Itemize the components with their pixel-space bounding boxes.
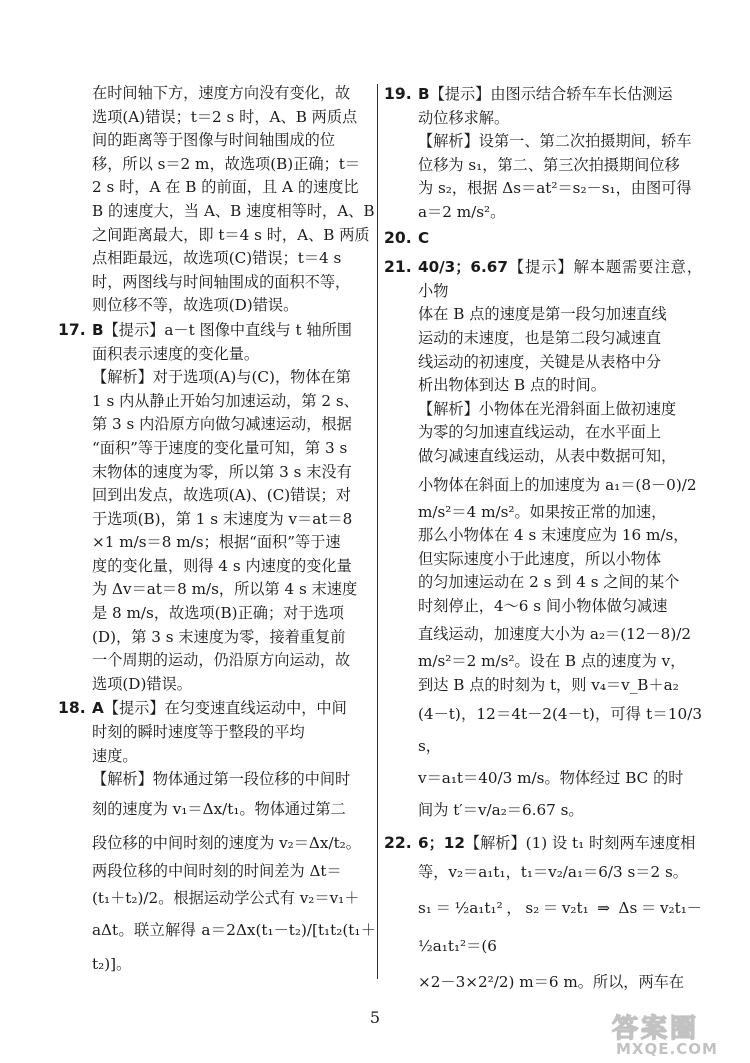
right-column — [384, 82, 702, 999]
text-line: 面积表示速度的变化量。 — [92, 344, 260, 363]
text-line: 为 Δv＝at＝8 m/s，所以第 4 s 末速度 — [92, 580, 358, 599]
column-divider — [377, 84, 378, 979]
answer-choice: A — [92, 699, 104, 718]
text-line: 【解析】对于选项(A)与(C)，物体在第 — [92, 368, 351, 387]
text-line: a＝2 m/s²。 — [418, 202, 506, 221]
text-line: 则位移不等，故选项(D)错误。 — [92, 296, 299, 315]
text-line — [418, 83, 702, 107]
text-line: (t₁＋t₂)/2。根据运动学公式有 v₂＝v₁＋ — [92, 889, 360, 908]
text-line: m/s²＝2 m/s²。设在 B 点的速度为 v， — [418, 652, 686, 671]
question-number: 22. — [384, 833, 412, 852]
text-line: ×2－3×2²/2) m＝6 m。所以，两车在 — [418, 973, 685, 992]
text-line: 但实际速度小于此速度，所以小物体 — [418, 549, 661, 568]
text-line: 【解析】物体通过第一段位移的中间时 — [92, 770, 351, 789]
text-line: 刻的速度为 v₁＝Δx/t₁。物体通过第二 — [92, 799, 346, 818]
text-line: 体在 B 点的速度是第一段匀加速直线 — [418, 305, 667, 324]
text-line: 点相距最远，故选项(C)错误；t＝4 s — [92, 249, 342, 268]
text-line: 到达 B 点的时刻为 t，则 v₄＝v_B＋a₂ — [418, 676, 679, 695]
text-line: aΔt。联立解得 a＝2Δx(t₁－t₂)/[t₁t₂(t₁＋t₂)]。 — [92, 921, 376, 974]
answer-choice: B — [92, 320, 104, 339]
text-line: “面积”等于速度的变化量可知，第 3 s — [92, 438, 348, 457]
text-line: (D)，第 3 s 末速度为零，接着重复前 — [92, 627, 346, 646]
text-line: 之间距离最大，即 t＝4 s 时，A、B 两质 — [92, 225, 370, 244]
answer-choice: B — [418, 85, 430, 103]
hint-text: 【提示】a－t 图像中直线与 t 轴所围 — [103, 320, 352, 339]
text-line: 线运动的初速度，关键是从表格中分 — [418, 352, 661, 371]
question-number: 17. — [58, 320, 86, 339]
text-line: 为零的匀加速直线运动，在水平面上 — [418, 423, 661, 442]
text-line: 段位移的中间时刻的速度为 v₂＝Δx/t₂。 — [92, 833, 361, 852]
text-line: 时，两图线与时间轴围成的面积不等， — [92, 272, 351, 291]
text-line: 移，所以 s＝2 m，故选项(B)正确；t＝ — [92, 154, 361, 173]
solution-text: 【解析】(1) 设 t₁ 时刻两车速度相 — [464, 833, 696, 852]
text-line: 时刻停止，4～6 s 间小物体做匀减速 — [418, 596, 668, 615]
text-line: 回到出发点，故选项(A)、(C)错误；对 — [92, 486, 351, 505]
watermark-logo: 答案圈 — [612, 1014, 700, 1044]
text-line: 时刻的瞬时速度等于整段的平均 — [92, 723, 305, 742]
text-line: 位移为 s₁，第二、第三次拍摄期间位移 — [418, 155, 680, 174]
text-line: 第 3 s 内沿原方向做匀减速运动，根据 — [92, 415, 352, 434]
answer-item-20 — [384, 227, 702, 251]
text-line: 两段位移的中间时刻的时间差为 Δt＝ — [92, 861, 342, 880]
text-line: 2 s 时，A 在 B 的前面，且 A 的速度比 — [92, 178, 359, 197]
text-line: 末物体的速度为零，所以第 3 s 末没有 — [92, 462, 352, 481]
text-line: B 的速度大，当 A、B 速度相等时，A、B — [92, 201, 375, 220]
text-line: (4－t)，12＝4t－2(4－t)，可得 t＝10/3 s， — [418, 704, 702, 755]
text-line: 做匀减速直线运动，从表中数据可知， — [418, 446, 677, 465]
text-line: 1 s 内从静止开始匀加速运动，第 2 s、 — [92, 391, 359, 410]
text-line: 在时间轴下方，速度方向没有变化，故 — [92, 84, 351, 102]
text-line: 选项(D)错误。 — [92, 674, 192, 693]
text-line: 一个周期的运动，仍沿原方向运动，故 — [92, 651, 351, 670]
question-number: 20. — [384, 228, 412, 247]
text-line: 那么小物体在 4 s 末速度应为 16 m/s， — [418, 526, 689, 545]
text-line: 【解析】小物体在光滑斜面上做初速度 — [418, 399, 677, 418]
text-line — [418, 227, 702, 251]
left-column — [58, 82, 376, 981]
watermark-site: MXQE.COM — [616, 1040, 718, 1058]
text-line: 析出物体到达 B 点的时间。 — [418, 376, 606, 395]
answer-value: 6；12 — [418, 833, 465, 852]
watermark — [612, 1008, 744, 1060]
question-number: 18. — [58, 699, 86, 718]
answer-item-18 — [58, 697, 376, 981]
text-line: 【解析】设第一、第二次拍摄期间，轿车 — [418, 132, 692, 151]
text-line: m/s²＝4 m/s²。如果按正常的加速， — [418, 502, 667, 521]
text-line: 为 s₂，根据 Δs＝at²＝s₂－s₁，由图可得 — [418, 179, 692, 198]
text-line: 选项(A)错误；t＝2 s 时，A、B 两质点 — [92, 107, 358, 126]
text-line: 小物体在斜面上的加速度为 a₁＝(8－0)/2 — [418, 475, 697, 494]
text-line: 运动的末速度，也是第二段匀减速直 — [418, 328, 661, 347]
page-number: 5 — [369, 1008, 381, 1027]
text-line: s₁＝½a₁t₁²，s₂＝v₂t₁ ⇒ Δs＝v₂t₁－½a₁t₁²＝(6 — [418, 899, 702, 956]
answer-item-21 — [384, 256, 702, 826]
answer-item-17 — [58, 319, 376, 697]
answer-value: 40/3；6.67 — [418, 258, 508, 277]
text-line — [92, 697, 376, 721]
text-line: 是 8 m/s，故选项(B)正确；对于选项 — [92, 604, 344, 623]
text-line: 的匀加速运动在 2 s 到 4 s 之间的某个 — [418, 573, 680, 592]
text-line — [92, 319, 376, 343]
answer-choice: C — [418, 228, 430, 247]
text-line — [418, 832, 702, 856]
text-line — [418, 256, 702, 303]
question-number: 21. — [384, 258, 412, 277]
text-line: 直线运动，加速度大小为 a₂＝(12－8)/2 — [418, 625, 692, 644]
answer-item-22 — [384, 832, 702, 1000]
text-line: v＝a₁t＝40/3 m/s。物体经过 BC 的时 — [418, 768, 684, 787]
answer-item-19 — [384, 83, 702, 225]
hint-text: 【提示】在匀变速直线运动中，中间 — [103, 699, 347, 718]
question-number: 19. — [384, 85, 412, 103]
text-line: 间为 t′＝v/a₂＝6.67 s。 — [418, 800, 584, 819]
text-line: 于选项(B)，第 1 s 末速度为 v＝at＝8 — [92, 509, 353, 528]
text-line: 度的变化量，则得 4 s 内速度的变化量 — [92, 556, 352, 575]
text-line: 动位移求解。 — [418, 108, 510, 127]
text-line: ×1 m/s＝8 m/s；根据“面积”等于速 — [92, 533, 341, 552]
text-line: 速度。 — [92, 746, 138, 765]
hint-text: 【提示】解本题需要注意，小物 — [418, 258, 702, 300]
hint-text: 【提示】由图示结合轿车车长估测运 — [429, 85, 673, 103]
text-line: 等，v₂＝a₁t₁，t₁＝v₂/a₁＝6/3 s＝2 s。 — [418, 863, 688, 882]
text-line: 间的距离等于图像与时间轴围成的位 — [92, 131, 335, 150]
